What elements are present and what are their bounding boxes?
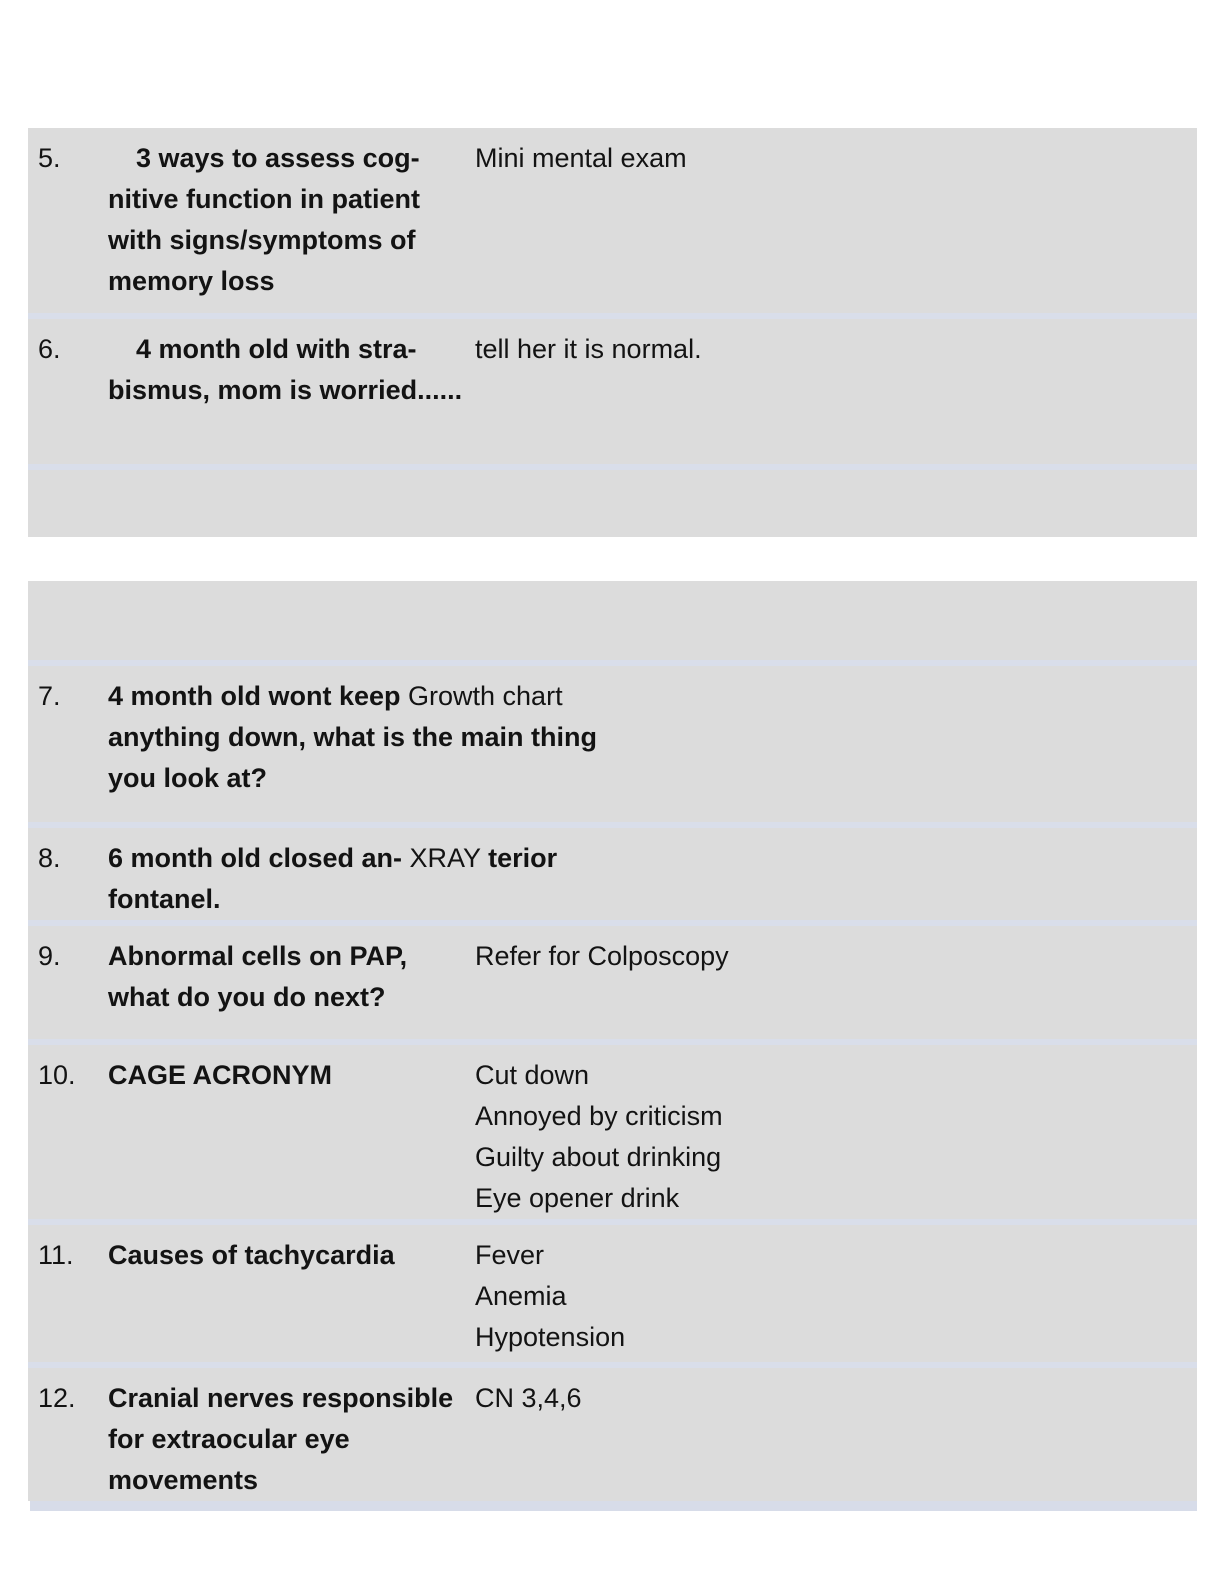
row-number: 11. (38, 1240, 74, 1270)
answer-line: Mini mental exam (475, 143, 687, 173)
flashcard-row (28, 1045, 1197, 1219)
answer-line: tell her it is normal. (475, 334, 702, 364)
row-number: 5. (38, 143, 61, 173)
question-cell (108, 138, 472, 313)
table-bottom-band (30, 1501, 1197, 1511)
answer-cell (472, 1378, 1197, 1501)
question-line: for extraocular eye (108, 1424, 350, 1454)
answer-line: CN 3,4,6 (475, 1383, 582, 1413)
answer-line: Fever (475, 1240, 545, 1270)
question-line: Cranial nerves responsible (108, 1383, 454, 1413)
question-answer-mixed-cell (108, 676, 1197, 822)
answer-line: Cut down (475, 1060, 590, 1090)
question-line: CAGE ACRONYM (108, 1060, 333, 1090)
answer-line: Hypotension (475, 1322, 626, 1352)
question-text-segment: anything down, what is the main thing (108, 722, 597, 752)
question-line: Causes of tachycardia (108, 1240, 395, 1270)
row-number: 6. (38, 334, 61, 364)
row-number: 8. (38, 843, 61, 873)
mixed-line (108, 879, 1197, 920)
question-line: movements (108, 1465, 259, 1495)
flashcard-row (28, 666, 1197, 822)
answer-cell (472, 936, 1197, 1039)
question-line: what do you do next? (108, 982, 386, 1012)
question-line: bismus, mom is worried...... (108, 375, 463, 405)
question-line: 3 ways to assess cog- (136, 143, 420, 173)
flashcard-row (28, 1225, 1197, 1362)
question-cell (108, 1378, 472, 1501)
question-answer-mixed-cell (108, 838, 1197, 920)
question-cell (108, 936, 472, 1039)
question-text-segment: terior (488, 843, 558, 873)
answer-cell (472, 329, 1197, 464)
answer-line: Refer for Colposcopy (475, 941, 729, 971)
question-line: Abnormal cells on PAP, (108, 941, 408, 971)
answer-text-segment: XRAY (409, 843, 489, 873)
question-cell (108, 1235, 472, 1362)
flashcard-row (28, 319, 1197, 464)
question-line: memory loss (108, 266, 275, 296)
answer-line: Guilty about drinking (475, 1142, 722, 1172)
flashcard-row (28, 828, 1197, 920)
row-number: 12. (38, 1383, 76, 1413)
question-line: 4 month old with stra- (136, 334, 417, 364)
mixed-line (108, 758, 1197, 799)
answer-line: Eye opener drink (475, 1183, 680, 1213)
table-block-2 (28, 581, 1197, 1511)
answer-cell (472, 1055, 1197, 1219)
question-text-segment: 6 month old closed an- (108, 843, 410, 873)
mixed-line (108, 717, 1197, 758)
row-number: 7. (38, 681, 61, 711)
answer-cell (472, 138, 1197, 313)
mixed-line (108, 676, 1197, 717)
row-number: 9. (38, 941, 61, 971)
question-line: with signs/symptoms of (108, 225, 416, 255)
flashcard-row (28, 926, 1197, 1039)
question-text-segment: 4 month old wont keep (108, 681, 409, 711)
row-number: 10. (38, 1060, 76, 1090)
question-text-segment: fontanel. (108, 884, 221, 914)
flashcard-row (28, 128, 1197, 313)
answer-line: Annoyed by criticism (475, 1101, 723, 1131)
answer-text-segment: Growth chart (408, 681, 563, 711)
flashcard-row (28, 1368, 1197, 1501)
answer-cell (472, 1235, 1197, 1362)
question-text-segment: you look at? (108, 763, 268, 793)
mixed-line (108, 838, 1197, 879)
empty-row (28, 470, 1197, 537)
answer-line: Anemia (475, 1281, 567, 1311)
question-cell (108, 329, 472, 464)
question-line: nitive function in patient (108, 184, 420, 214)
table-block-1 (28, 128, 1197, 537)
empty-row (28, 581, 1197, 660)
question-cell (108, 1055, 472, 1219)
